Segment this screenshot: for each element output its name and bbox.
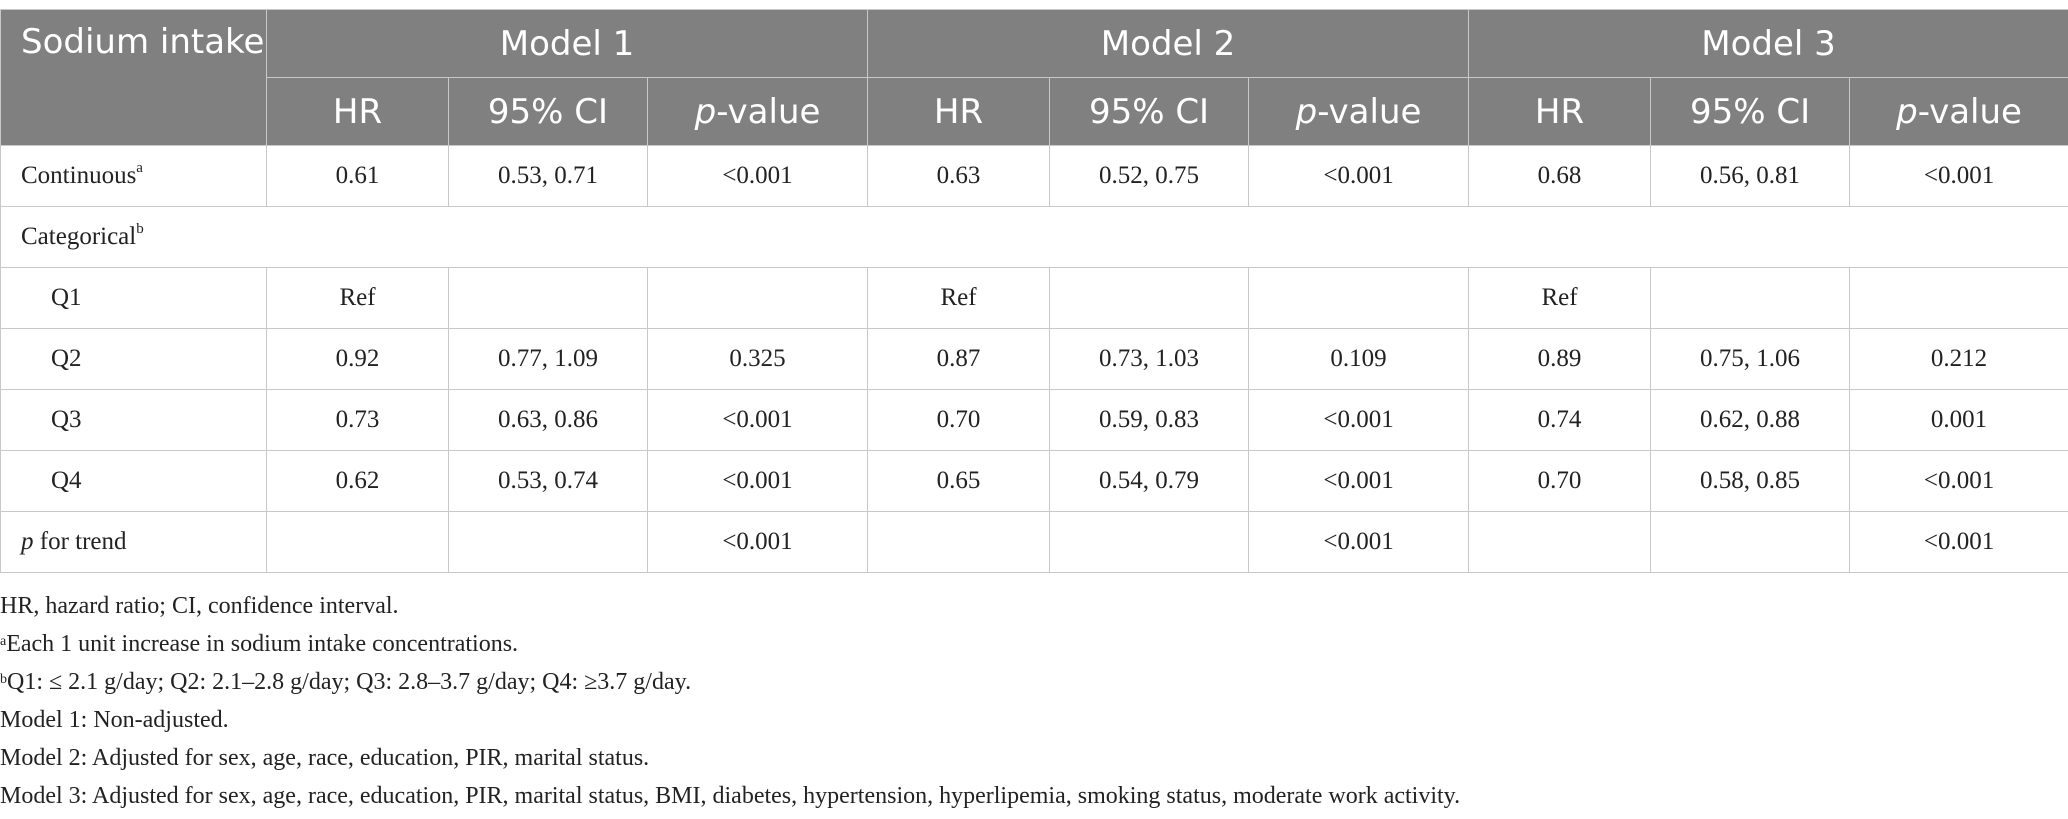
header-sodium-intake: Sodium intake xyxy=(1,10,267,146)
header-hr: HR xyxy=(267,78,449,146)
table-cell: 0.53, 0.74 xyxy=(449,451,648,512)
table-cell: 0.77, 1.09 xyxy=(449,329,648,390)
table-cell: <0.001 xyxy=(1850,512,2068,573)
table-row xyxy=(1,512,2068,573)
header-p-letter: p xyxy=(694,91,717,132)
table-cell: <0.001 xyxy=(648,451,868,512)
table-cell: 0.70 xyxy=(1469,451,1651,512)
header-model-3: Model 3 xyxy=(1469,10,2068,78)
table-cell: 0.53, 0.71 xyxy=(449,146,648,207)
table-cell: <0.001 xyxy=(648,512,868,573)
table-footnotes xyxy=(0,587,1460,815)
table-cell: 0.89 xyxy=(1469,329,1651,390)
header-p-letter: p xyxy=(1896,91,1918,132)
row-label-text: Categorical xyxy=(21,223,137,250)
header-hr: HR xyxy=(868,78,1050,146)
table-row xyxy=(1,390,2068,451)
footnote xyxy=(0,777,1460,815)
header-p-letter: p xyxy=(1295,91,1318,132)
table-cell: 0.74 xyxy=(1469,390,1651,451)
table-cell xyxy=(648,268,868,329)
header-hr: HR xyxy=(1469,78,1651,146)
table-cell: Ref xyxy=(868,268,1050,329)
row-label-italic: p xyxy=(21,528,34,555)
table-cell: 0.63 xyxy=(868,146,1050,207)
table-cell xyxy=(267,512,449,573)
footnote-text: Model 2: Adjusted for sex, age, race, education, PIR, marital status. xyxy=(0,745,650,771)
table-cell: <0.001 xyxy=(648,390,868,451)
footnote xyxy=(0,625,1460,663)
header-value-suffix: -value xyxy=(716,91,821,132)
footnote-marker: b xyxy=(0,672,7,687)
header-95-ci: 95% CI xyxy=(1651,78,1850,146)
header-row-stats xyxy=(1,78,2068,146)
header-95-ci: 95% CI xyxy=(1050,78,1249,146)
table-header xyxy=(1,10,2068,146)
table-cell xyxy=(1050,512,1249,573)
row-label xyxy=(1,512,267,573)
header-p-value xyxy=(648,78,868,146)
footnote-text: Model 1: Non-adjusted. xyxy=(0,707,229,733)
table-cell: 0.65 xyxy=(868,451,1050,512)
header-model-1: Model 1 xyxy=(267,10,868,78)
table-cell xyxy=(1651,268,1850,329)
row-label-text: Q1 xyxy=(51,284,82,311)
table-cell: 0.54, 0.79 xyxy=(1050,451,1249,512)
footnote-marker: b xyxy=(136,221,144,237)
table-cell: 0.59, 0.83 xyxy=(1050,390,1249,451)
row-label-text: Q4 xyxy=(51,467,82,494)
footnote xyxy=(0,739,1460,777)
footnote-text: HR, hazard ratio; CI, confidence interval. xyxy=(0,593,399,619)
results-table xyxy=(0,9,2068,573)
table-cell: 0.61 xyxy=(267,146,449,207)
table-cell xyxy=(1050,268,1249,329)
table-cell xyxy=(1469,512,1651,573)
table-cell: 0.92 xyxy=(267,329,449,390)
table-cell: 0.001 xyxy=(1850,390,2068,451)
header-p-value xyxy=(1850,78,2068,146)
table-cell: <0.001 xyxy=(1850,146,2068,207)
table-cell xyxy=(449,512,648,573)
header-row-models xyxy=(1,10,2068,78)
table-cell: 0.68 xyxy=(1469,146,1651,207)
table-cell: <0.001 xyxy=(1249,146,1469,207)
header-value-suffix: -value xyxy=(1317,91,1422,132)
table-cell: 0.325 xyxy=(648,329,868,390)
table-cell: 0.73, 1.03 xyxy=(1050,329,1249,390)
table-body xyxy=(1,146,2068,573)
header-p-value xyxy=(1249,78,1469,146)
table-row xyxy=(1,329,2068,390)
table-cell: Ref xyxy=(1469,268,1651,329)
table-row xyxy=(1,451,2068,512)
table-cell: 0.63, 0.86 xyxy=(449,390,648,451)
footnote-text: Each 1 unit increase in sodium intake concentrations. xyxy=(6,631,519,657)
table-cell: <0.001 xyxy=(1249,390,1469,451)
table-cell xyxy=(449,268,648,329)
table-cell: 0.87 xyxy=(868,329,1050,390)
footnote-text: Model 3: Adjusted for sex, age, race, education, PIR, marital status, BMI, diabetes, hypertension, hyperlipemia, smoking status, moderate work activity. xyxy=(0,783,1461,809)
table-cell xyxy=(1850,268,2068,329)
table-cell: 0.212 xyxy=(1850,329,2068,390)
footnote-text: Q1: ≤ 2.1 g/day; Q2: 2.1–2.8 g/day; Q3: 2.8–3.7 g/day; Q4: ≥3.7 g/day. xyxy=(7,669,692,695)
header-value-suffix: -value xyxy=(1917,91,2022,132)
table-cell: <0.001 xyxy=(648,146,868,207)
table-cell: 0.52, 0.75 xyxy=(1050,146,1249,207)
row-label xyxy=(1,146,267,207)
footnote-marker: a xyxy=(136,160,143,176)
row-label xyxy=(1,268,267,329)
row-label-text: Continuous xyxy=(21,162,137,189)
table-cell: <0.001 xyxy=(1249,451,1469,512)
table-row xyxy=(1,146,2068,207)
row-label-text: for trend xyxy=(33,528,127,555)
header-model-2: Model 2 xyxy=(868,10,1469,78)
table-cell: <0.001 xyxy=(1249,512,1469,573)
table-cell xyxy=(868,512,1050,573)
table-cell xyxy=(1249,268,1469,329)
footnote xyxy=(0,701,1460,739)
row-label xyxy=(1,390,267,451)
row-label xyxy=(1,329,267,390)
footnote-marker: a xyxy=(0,634,7,649)
table-cell: 0.58, 0.85 xyxy=(1651,451,1850,512)
table-cell xyxy=(1651,512,1850,573)
table-cell: 0.62 xyxy=(267,451,449,512)
table-cell: 0.73 xyxy=(267,390,449,451)
table-cell: <0.001 xyxy=(1850,451,2068,512)
row-label xyxy=(1,207,2068,268)
footnote xyxy=(0,663,1460,701)
row-label-text: Q3 xyxy=(51,406,82,433)
table-cell: Ref xyxy=(267,268,449,329)
table-cell: 0.109 xyxy=(1249,329,1469,390)
table-cell: 0.56, 0.81 xyxy=(1651,146,1850,207)
table-cell: 0.75, 1.06 xyxy=(1651,329,1850,390)
table-row xyxy=(1,268,2068,329)
row-label-text: Q2 xyxy=(51,345,82,372)
footnote xyxy=(0,587,1460,625)
table-cell: 0.62, 0.88 xyxy=(1651,390,1850,451)
table-row xyxy=(1,207,2068,268)
header-95-ci: 95% CI xyxy=(449,78,648,146)
row-label xyxy=(1,451,267,512)
table-cell: 0.70 xyxy=(868,390,1050,451)
